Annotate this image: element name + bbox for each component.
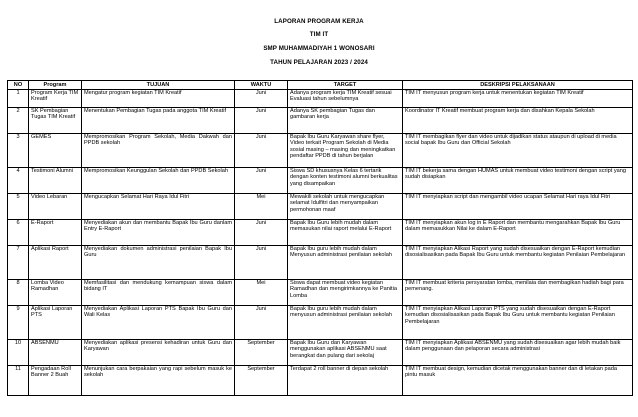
cell-waktu: Mei bbox=[235, 280, 288, 306]
cell-program: Pengadaan Roll Banner 2 Buah bbox=[29, 366, 82, 396]
cell-tujuan: Menyediakan akun dan membantu Bapak Ibu Guru danlam Entry E-Raport bbox=[82, 220, 235, 246]
program-table bbox=[7, 80, 633, 396]
cell-waktu: September bbox=[235, 340, 288, 366]
cell-deskripsi: TIM IT bekerja sama dengan HUMAS untuk membuat video testimoni dengan script yang sudah disiapkan bbox=[403, 168, 633, 194]
table-row bbox=[8, 194, 633, 220]
cell-target: Adanya SK pembagian Tugas dan gambaran kerja bbox=[288, 108, 403, 134]
cell-no: 9 bbox=[8, 306, 29, 340]
cell-no: 2 bbox=[8, 108, 29, 134]
cell-deskripsi: TIM IT menyiapkan Alikasi Raport yang sudah disesuaikan dengan E-Raport kemudian disosialisasikan pada Bapak Ibu Guru untuk membantu kegiatan Penilaian Pembelajaran bbox=[403, 246, 633, 280]
table-row bbox=[8, 246, 633, 280]
cell-no: 3 bbox=[8, 134, 29, 168]
cell-target: Terdapat 2 roll banner di depan sekolah bbox=[288, 366, 403, 396]
table-row bbox=[8, 306, 633, 340]
cell-waktu: Juni bbox=[235, 108, 288, 134]
cell-waktu: Juni bbox=[235, 134, 288, 168]
cell-target: Siswa SD khususnya Kelas 6 tertarik dengan konten testimoni alumni berkualitas yang disampaikan bbox=[288, 168, 403, 194]
column-header-tujuan: TUJUAN bbox=[82, 81, 235, 90]
cell-deskripsi: TIM IT membuat kriteria persyaratan lomba, menilaia dan membagikan hadiah bagi para pemenang. bbox=[403, 280, 633, 306]
cell-deskripsi: TIM IT membagikan flyer dan video untuk dijadikan status ataupun di upload di media social bapak Ibu Guru dan Official Sekolah bbox=[403, 134, 633, 168]
cell-target: Siswa dapat membuat video kegiatan Ramadhan dan mengirimkannya ke Panitia Lomba bbox=[288, 280, 403, 306]
table-row bbox=[8, 134, 633, 168]
cell-tujuan: Menyediakan aplikasi presensi kehadiran untuk Guru dan Karyawan bbox=[82, 340, 235, 366]
team-title: TIM IT bbox=[309, 31, 329, 38]
cell-no: 11 bbox=[8, 366, 29, 396]
cell-program: GEMES bbox=[29, 134, 82, 168]
cell-target: Bapak Ibu guru lebih mudah dalam menyusun administrasi penilaian sekolah bbox=[288, 306, 403, 340]
cell-tujuan: Mengucapkan Selamat Hari Raya Idul Fitri bbox=[82, 194, 235, 220]
column-header-program: Program bbox=[29, 81, 82, 90]
cell-program: Aplikasi Laporan PTS bbox=[29, 306, 82, 340]
cell-waktu: Juni bbox=[235, 90, 288, 108]
cell-tujuan: Memfasilitasi dan mendukung kemampuan siswa dalam bidang IT bbox=[82, 280, 235, 306]
cell-waktu: Juni bbox=[235, 246, 288, 280]
cell-no: 4 bbox=[8, 168, 29, 194]
cell-no: 10 bbox=[8, 340, 29, 366]
cell-waktu: Mei bbox=[235, 194, 288, 220]
table-row bbox=[8, 340, 633, 366]
cell-no: 7 bbox=[8, 246, 29, 280]
column-header-no: NO bbox=[8, 81, 29, 90]
table-row bbox=[8, 168, 633, 194]
cell-deskripsi: Koordinator IT Kreatif membuat program kerja dan disahkan Kepala Sekolah bbox=[403, 108, 633, 134]
column-header-deskripsi: DESKRIPSI PELAKSANAAN bbox=[403, 81, 633, 90]
cell-program: E-Raport bbox=[29, 220, 82, 246]
cell-target: Bapak Ibu guru lebih mudah dalam Menyusun administrasi penilaian sekolah bbox=[288, 246, 403, 280]
report-title: LAPORAN PROGRAM KERJA bbox=[274, 18, 364, 25]
cell-no: 5 bbox=[8, 194, 29, 220]
cell-tujuan: Menyediakan Aplikasi Laporan PTS Bapak Ibu Guru dan Wali Kelas bbox=[82, 306, 235, 340]
cell-target: Bapak Ibu Guru dan Karyawan menggunakan aplikasi ABSENMU saat berangkat dan pulang dari sekolaj bbox=[288, 340, 403, 366]
cell-program: Lomba Video Ramadhan bbox=[29, 280, 82, 306]
cell-waktu: Juni bbox=[235, 168, 288, 194]
cell-tujuan: Mempromosikan Program Sekolah, Media Dakwah dan PPDB sekolah bbox=[82, 134, 235, 168]
cell-deskripsi: TIM IT menyiapkan akun log in E Raport dan membantu mengarahkan Bapak Ibu Guru dalam memasukkan Nilai ke dalam E-Raport bbox=[403, 220, 633, 246]
table-row bbox=[8, 108, 633, 134]
cell-program: ABSENMU bbox=[29, 340, 82, 366]
cell-deskripsi: TIM IT menyusun program kerja untuk menentukan kegiatan TIM Kreatif bbox=[403, 90, 633, 108]
cell-tujuan: Mempromosikan Keunggulan Sekolah dan PPDB Sekolah bbox=[82, 168, 235, 194]
cell-target: Bapak Ibu Guru Karyawan share flyer, Video terkait Program Sekolah di Media sosial masing – masing dan meningkatkan pendaftar PPDB di tahun berjalan bbox=[288, 134, 403, 168]
school-title: SMP MUHAMMADIYAH 1 WONOSARI bbox=[263, 45, 375, 52]
cell-program: Testimoni Alumni bbox=[29, 168, 82, 194]
cell-no: 1 bbox=[8, 90, 29, 108]
cell-target: Mewakili sekolah untuk mengucapkan selamat Idulfitri dan menyampaikan permohonan maaf bbox=[288, 194, 403, 220]
cell-tujuan: Menyediakan dokumen administrasi penilaian Bapak Ibu Guru bbox=[82, 246, 235, 280]
cell-waktu: Juni bbox=[235, 306, 288, 340]
cell-program: Aplikasi Raport bbox=[29, 246, 82, 280]
table-row bbox=[8, 220, 633, 246]
table-header-row bbox=[8, 81, 633, 90]
cell-tujuan: Menunjukan cara berpakaian yang rapi sebelum masuk ke sekolah bbox=[82, 366, 235, 396]
cell-program: Video Lebaran bbox=[29, 194, 82, 220]
cell-no: 8 bbox=[8, 280, 29, 306]
table-row bbox=[8, 280, 633, 306]
column-header-target: TARGET bbox=[288, 81, 403, 90]
cell-waktu: September bbox=[235, 366, 288, 396]
cell-deskripsi: TIM IT menyiapkan script dan mengambil video ucapan Selamat Hari raya Idul Fitri bbox=[403, 194, 633, 220]
cell-target: Bapak Ibu Guru lebih mudah dalam memasukan nilai raport melalui E-Raport bbox=[288, 220, 403, 246]
cell-program: Program Kerja TIM Kreatif bbox=[29, 90, 82, 108]
cell-deskripsi: TIM IT menyiapkan Alikasi Laporan PTS yang sudah disesuaikan dengan E-Raport kemudian disosialisasikan pada Bapak Ibu Guru untuk membantu kegiatan Penilaian Pembelajaran bbox=[403, 306, 633, 340]
table-row bbox=[8, 366, 633, 396]
cell-program: SK Pembagian Tugas TIM Kreatif bbox=[29, 108, 82, 134]
cell-tujuan: Menentukan Pembagian Tugas pada anggota TIM Kreatif bbox=[82, 108, 235, 134]
academic-year-title: TAHUN PELAJARAN 2023 / 2024 bbox=[270, 59, 368, 66]
column-header-waktu: WAKTU bbox=[235, 81, 288, 90]
cell-deskripsi: TIM IT membuat design, kemudian dicetak menggunakan banner dan di letakan pada pintu masuk bbox=[403, 366, 633, 396]
cell-no: 6 bbox=[8, 220, 29, 246]
cell-target: Adanya program kerja TIM Kreatif sesuai Evaluasi tahun sebelumnya bbox=[288, 90, 403, 108]
table-row bbox=[8, 90, 633, 108]
cell-deskripsi: TIM IT menyiapkan Aplikasi ABSENMU yang sudah disesuaikan agar lebih mudah baik dalam penggunaan dan pelaporan secara administrasi bbox=[403, 340, 633, 366]
cell-tujuan: Mengatur program kegiatan TIM Kreatif bbox=[82, 90, 235, 108]
cell-waktu: Juni bbox=[235, 220, 288, 246]
